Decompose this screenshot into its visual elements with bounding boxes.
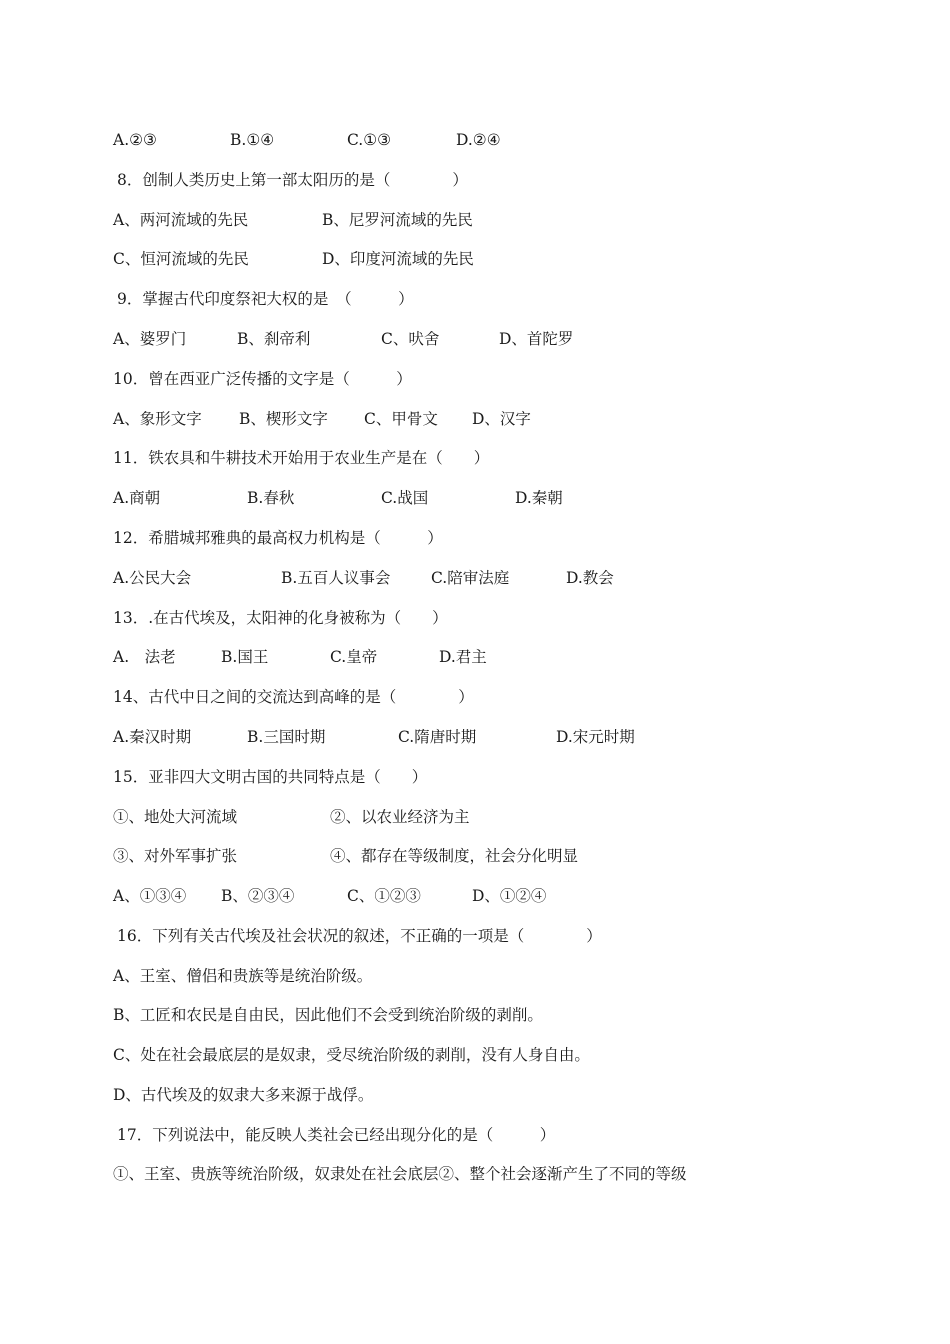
q7-option-c: C.①③ (347, 131, 392, 149)
q17-items: ①、王室、贵族等统治阶级，奴隶处在社会底层②、整个社会逐渐产生了不同的等级 (113, 1165, 687, 1183)
q14-stem: 14、古代中日之间的交流达到高峰的是（ ） (113, 688, 474, 706)
q10-stem: 10．曾在西亚广泛传播的文字是（ ） (113, 370, 412, 388)
q13-option-c: C.皇帝 (330, 648, 378, 666)
q8-option-d: D、印度河流域的先民 (322, 250, 474, 268)
q9-option-c: C、吠舍 (381, 330, 440, 348)
q8-stem: 8．创制人类历史上第一部太阳历的是（ ） (117, 171, 468, 189)
q17-stem: 17．下列说法中，能反映人类社会已经出现分化的是（ ） (117, 1126, 556, 1144)
q16-option-c: C、处在社会最底层的是奴隶，受尽统治阶级的剥削，没有人身自由。 (113, 1046, 590, 1064)
q13-option-d: D.君主 (439, 648, 487, 666)
q7-option-a: A.②③ (113, 131, 157, 149)
q10-option-d: D、汉字 (472, 410, 531, 428)
q10-option-a: A、象形文字 (113, 410, 202, 428)
q15-item-4: ④、都存在等级制度，社会分化明显 (330, 847, 579, 865)
q7-option-d: D.②④ (456, 131, 501, 149)
q13-option-a: A. 法老 (113, 648, 176, 666)
q9-option-d: D、首陀罗 (499, 330, 574, 348)
q9-stem: 9．掌握古代印度祭祀大权的是 （ ） (117, 290, 414, 308)
q15-item-2: ②、以农业经济为主 (330, 808, 470, 826)
q15-option-d: D、①②④ (472, 887, 547, 905)
q11-option-b: B.春秋 (247, 489, 295, 507)
q15-item-1: ①、地处大河流域 (113, 808, 238, 826)
q16-option-b: B、工匠和农民是自由民，因此他们不会受到统治阶级的剥削。 (113, 1006, 543, 1024)
q15-item-3: ③、对外军事扩张 (113, 847, 238, 865)
q11-option-d: D.秦朝 (515, 489, 563, 507)
q12-stem: 12．希腊城邦雅典的最高权力机构是（ ） (113, 529, 443, 547)
q14-option-a: A.秦汉时期 (113, 728, 192, 746)
q12-option-b: B.五百人议事会 (281, 569, 391, 587)
q15-option-c: C、①②③ (347, 887, 421, 905)
q12-option-c: C.陪审法庭 (431, 569, 510, 587)
q10-option-c: C、甲骨文 (364, 410, 438, 428)
q13-stem: 13．.在古代埃及，太阳神的化身被称为（ ） (113, 609, 448, 627)
q13-option-b: B.国王 (221, 648, 269, 666)
q8-option-b: B、尼罗河流域的先民 (322, 211, 473, 229)
q16-option-a: A、王室、僧侣和贵族等是统治阶级。 (113, 967, 373, 985)
q11-option-a: A.商朝 (113, 489, 161, 507)
q15-stem: 15．亚非四大文明古国的共同特点是（ ） (113, 768, 428, 786)
q8-option-a: A、两河流域的先民 (113, 211, 249, 229)
q7-option-b: B.①④ (230, 131, 275, 149)
q12-option-d: D.教会 (566, 569, 614, 587)
q11-option-c: C.战国 (381, 489, 429, 507)
q14-option-d: D.宋元时期 (556, 728, 635, 746)
q15-option-a: A、①③④ (113, 887, 187, 905)
q9-option-b: B、刹帝利 (237, 330, 311, 348)
q16-option-d: D、古代埃及的奴隶大多来源于战俘。 (113, 1086, 374, 1104)
q10-option-b: B、楔形文字 (239, 410, 328, 428)
q15-option-b: B、②③④ (221, 887, 295, 905)
q11-stem: 11．铁农具和牛耕技术开始用于农业生产是在（ ） (113, 449, 490, 467)
q12-option-a: A.公民大会 (113, 569, 192, 587)
q14-option-c: C.隋唐时期 (398, 728, 477, 746)
q16-stem: 16．下列有关古代埃及社会状况的叙述，不正确的一项是（ ） (117, 927, 602, 945)
q9-option-a: A、婆罗门 (113, 330, 187, 348)
q14-option-b: B.三国时期 (247, 728, 326, 746)
q8-option-c: C、恒河流域的先民 (113, 250, 249, 268)
